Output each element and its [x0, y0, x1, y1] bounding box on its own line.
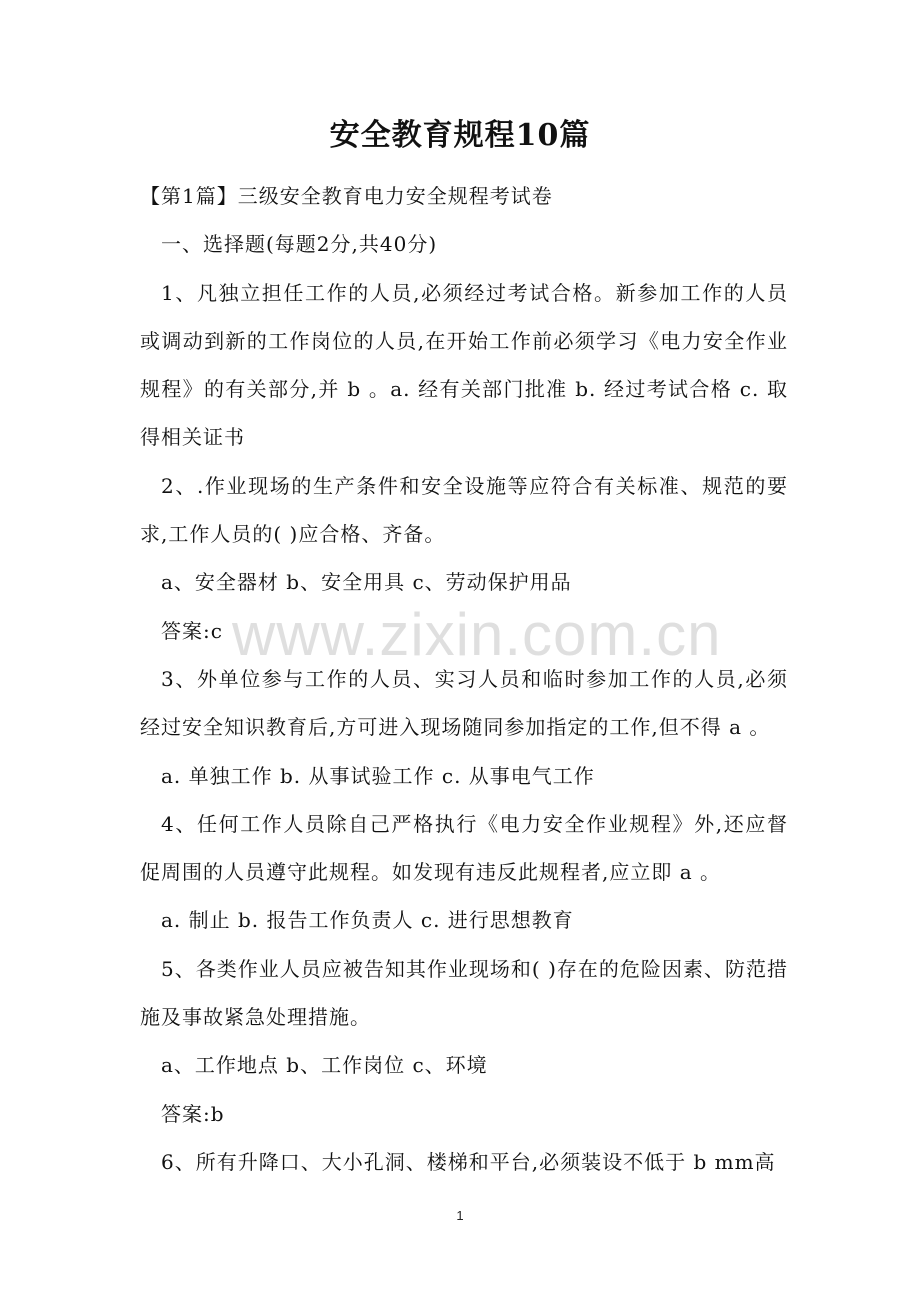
paragraph: a. 制止 b. 报告工作负责人 c. 进行思想教育: [161, 908, 574, 933]
document-body: [140, 172, 788, 1186]
paragraph: 1、凡独立担任工作的人员,必须经过考试合格。新参加工作的人员或调动到新的工作岗位的人员,在开始工作前必须学习《电力安全作业规程》的有关部分,并 b 。a. 经有关部门批准 b. 经过考试合格 c. 取得相关证书: [140, 280, 788, 450]
page-number: 1: [456, 1208, 464, 1223]
paragraph: 答案:c: [161, 618, 223, 643]
paragraph: 4、任何工作人员除自己严格执行《电力安全作业规程》外,还应督促周围的人员遵守此规程。如发现有违反此规程者,应立即 a 。: [140, 811, 788, 885]
paragraph: 答案:b: [161, 1101, 225, 1126]
paragraph: 3、外单位参与工作的人员、实习人员和临时参加工作的人员,必须经过安全知识教育后,方可进入现场随同参加指定的工作,但不得 a 。: [140, 666, 788, 740]
watermark: www.zixin.com.cn: [232, 601, 722, 668]
paragraph: 2、.作业现场的生产条件和安全设施等应符合有关标准、规范的要求,工作人员的( )应合格、齐备。: [140, 473, 788, 547]
paragraph: a. 单独工作 b. 从事试验工作 c. 从事电气工作: [161, 763, 595, 788]
paragraph: 一、选择题(每题2分,共40分): [161, 232, 438, 257]
paragraph: 5、各类作业人员应被告知其作业现场和( )存在的危险因素、防范措施及事故紧急处理措施。: [140, 956, 788, 1030]
paragraph: a、工作地点 b、工作岗位 c、环境: [161, 1053, 488, 1078]
paragraph: a、安全器材 b、安全用具 c、劳动保护用品: [161, 570, 572, 595]
document-title: 安全教育规程10篇: [329, 118, 591, 153]
paragraph: 【第1篇】三级安全教育电力安全规程考试卷: [140, 184, 553, 208]
paragraph: 6、所有升降口、大小孔洞、楼梯和平台,必须装设不低于 b mm高: [161, 1149, 776, 1174]
